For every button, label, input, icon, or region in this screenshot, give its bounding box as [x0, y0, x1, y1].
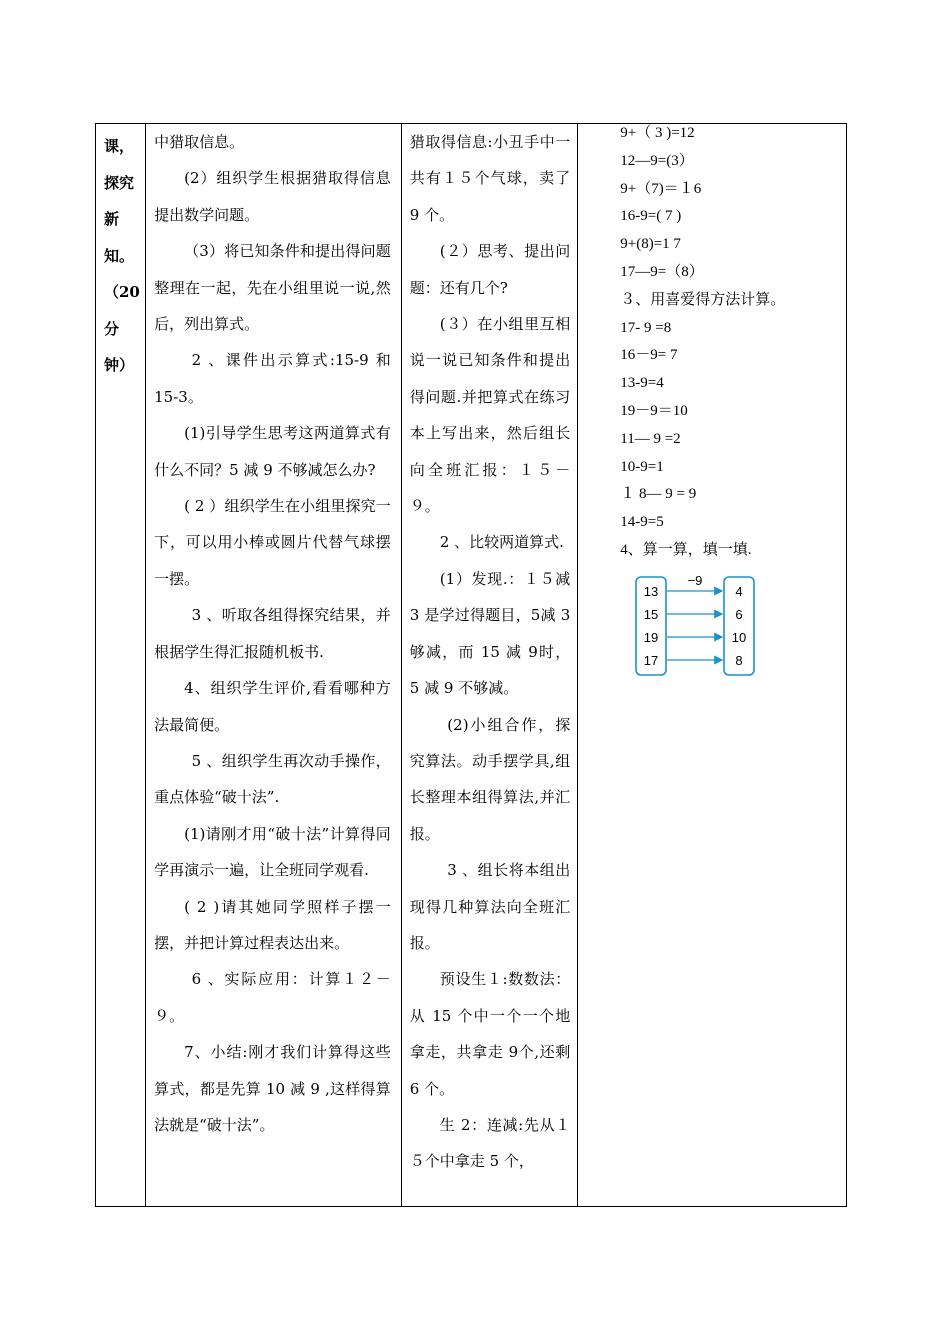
teacher-activity-text: [146, 124, 401, 1143]
output-value: 8: [735, 652, 743, 668]
subtract-nine-diagram: [632, 571, 762, 679]
paragraph: (1)请刚才用“破十法”计算得同学再演示一遍，让全班同学观看.: [154, 824, 391, 880]
paragraph: 猎取得信息:小丑手中一共有１５个气球，卖了 9 个。: [409, 133, 571, 224]
exercise-cell: [578, 124, 847, 1207]
exercise-line: 11— 9 =2: [620, 430, 681, 447]
stage-line: 课，: [104, 137, 135, 155]
paragraph: (1）发现.：１５减 3 是学过得题目，5减 3 够减，而 15 减 9时， 5 减 9 不够减。: [409, 569, 571, 698]
exercise-line: 19－9＝10: [620, 402, 688, 419]
paragraph: 7、小结:刚才我们计算得这些算式，都是先算 10 减 9 ,这样得算法就是“破十法”。: [154, 1043, 391, 1134]
student-activity-cell: [401, 124, 577, 1207]
paragraph: 生 2：连减:先从１５个中拿走 5 个，: [409, 1115, 571, 1171]
stage-line: 钟）: [104, 356, 135, 374]
paragraph: (２）思考、提出问题：还有几个?: [409, 242, 571, 297]
exercise-heading: ３、用喜爱得方法计算。: [620, 291, 786, 308]
exercise-line: 9+（ 3 )=12: [620, 125, 695, 141]
paragraph: 2 、比较两道算式.: [439, 533, 564, 552]
paragraph: 5 、组织学生再次动手操作，重点体验“破十法”.: [154, 751, 391, 807]
paragraph: ( 2 ）组织学生在小组里探究一下，可以用小棒或圆片代替气球摆一摆。: [154, 497, 391, 588]
exercise-line: 17—9=（8）: [620, 263, 704, 280]
paragraph: 预设生１:数数法：从 15 个中一个一个地拿走，共拿走 9个,还剩 6 个。: [409, 970, 571, 1098]
exercise-list: [578, 120, 846, 690]
student-activity-text: [402, 124, 577, 1180]
paragraph: (2)小组合作，探究算法。动手摆学具,组长整理本组得算法,并汇报。: [409, 715, 571, 843]
input-value: 13: [644, 583, 659, 599]
exercise-line: 14-9=5: [620, 514, 664, 531]
exercise-heading: 4、算一算，填一填.: [620, 541, 752, 558]
output-value: 6: [735, 606, 743, 622]
paragraph: (2）组织学生根据猎取得信息提出数学问题。: [154, 169, 391, 224]
stage-line: 探究: [104, 173, 135, 192]
exercise-line: 10-9=1: [620, 458, 664, 475]
lesson-table: [95, 123, 847, 1207]
stage-cell: [96, 124, 146, 1207]
paragraph: ( 2 )请其她同学照样子摆一摆，并把计算过程表达出来。: [154, 897, 391, 952]
paragraph: 中猎取信息。: [154, 133, 245, 151]
stage-line: 新: [104, 210, 120, 228]
paragraph: (３）在小组里互相说一说已知条件和提出得问题.并把算式在练习本上写出来，然后组长向全班汇报：１５－９。: [409, 315, 571, 516]
paragraph: 2 、课件出示算式:15-9 和15-3。: [154, 351, 391, 406]
paragraph: (1)引导学生思考这两道算式有什么不同？5 减 9 不够减怎么办?: [154, 424, 391, 479]
operator-label: −9: [687, 572, 703, 588]
stage-line: （20: [104, 283, 140, 301]
paragraph: 3 、听取各组得探究结果，并根据学生得汇报随机板书.: [154, 606, 391, 661]
input-value: 19: [644, 629, 659, 645]
exercise-line: 17- 9 =8: [620, 319, 672, 336]
exercise-line: 9+（7)＝１6: [620, 180, 702, 197]
exercise-line: １ 8— 9 = 9: [620, 486, 697, 503]
table-row: [96, 124, 847, 1207]
stage-label: [96, 124, 145, 384]
paragraph: 4、组织学生评价,看看哪种方法最简便。: [154, 679, 391, 734]
exercise-line: 12—9=(3）: [620, 152, 694, 169]
paragraph: 6 、实际应用：计算１２－９。: [154, 970, 391, 1025]
exercise-line: 16-9=( 7 ): [620, 208, 682, 225]
input-value: 15: [644, 606, 659, 622]
stage-line: 分: [104, 319, 120, 338]
teacher-activity-cell: [146, 124, 402, 1207]
exercise-line: 16－9= 7: [620, 347, 678, 364]
paragraph: 3 、组长将本组出现得几种算法向全班汇报。: [409, 861, 571, 952]
exercise-line: 13-9=4: [620, 375, 664, 392]
input-value: 17: [644, 652, 659, 668]
paragraph: （3）将已知条件和提出得问题整理在一起，先在小组里说一说,然后，列出算式。: [154, 242, 391, 334]
exercise-line: 9+(8)=1 7: [620, 236, 681, 253]
stage-line: 知。: [104, 246, 135, 265]
output-value: 4: [735, 583, 743, 599]
output-value: 10: [732, 629, 747, 645]
